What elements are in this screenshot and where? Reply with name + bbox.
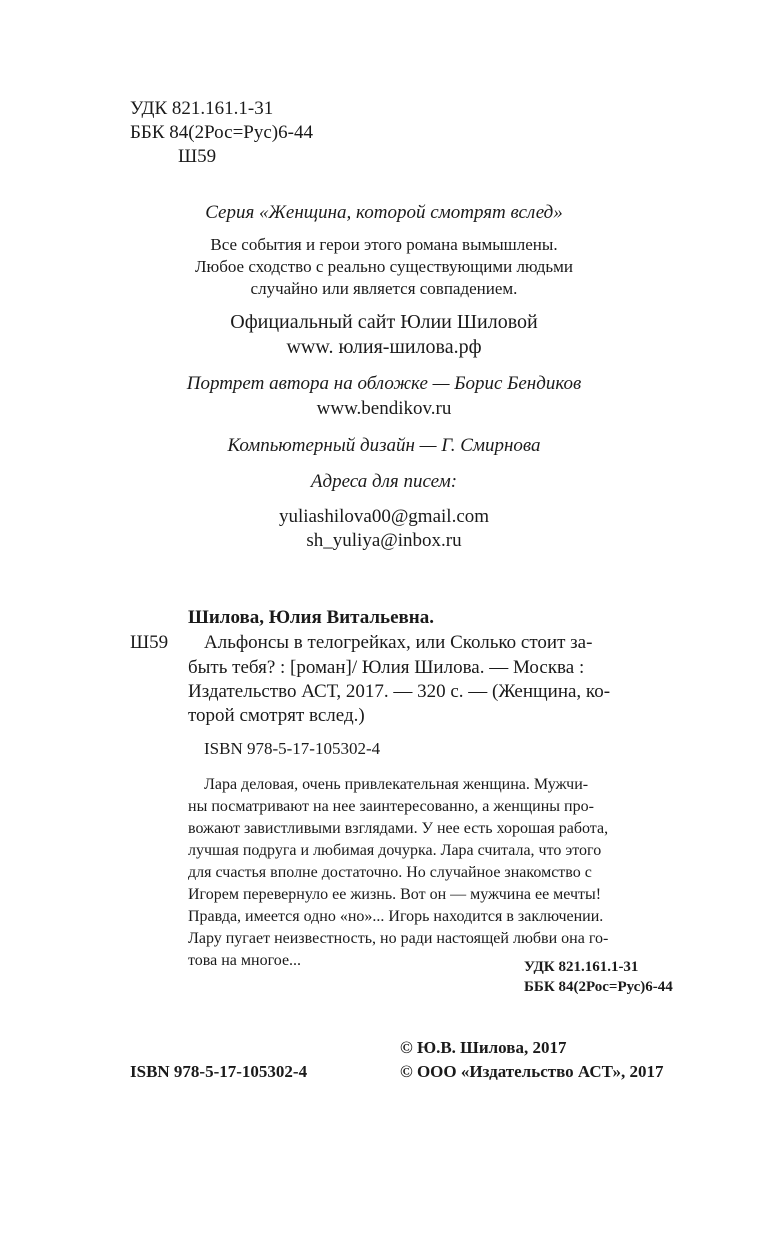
annotation-line: това на многое... <box>188 952 302 969</box>
email-2: sh_yuliya@inbox.ru <box>306 530 462 551</box>
email-1: yuliashilova00@gmail.com <box>278 506 490 527</box>
copyright-publisher: © ООО «Издательство АСТ», 2017 <box>400 1062 664 1081</box>
udk-code: УДК 821.161.1-31 <box>130 98 274 119</box>
catalog-isbn: ISBN 978-5-17-105302-4 <box>204 739 381 758</box>
annotation-line: ны посматривают на нее заинтересованно, а женщины про- <box>188 798 594 815</box>
letters-heading: Адреса для писем: <box>310 471 458 492</box>
series-title: Серия «Женщина, которой смотрят вслед» <box>205 202 563 223</box>
copyright-author: © Ю.В. Шилова, 2017 <box>400 1038 567 1057</box>
catalog-description-line-3: Издательство АСТ, 2017. — 320 с. — (Женщина, ко- <box>188 681 611 702</box>
catalog-author: Шилова, Юлия Витальевна. <box>188 607 434 628</box>
catalog-description-line-4: торой смотрят вслед.) <box>188 705 365 726</box>
annotation-line: лучшая подруга и любимая дочурка. Лара считала, что этого <box>188 842 602 859</box>
annotation-line: Правда, имеется одно «но»... Игорь находится в заключении. <box>188 908 604 925</box>
bbk-code: ББК 84(2Рос=Рус)6-44 <box>130 122 313 143</box>
annotation <box>188 774 682 972</box>
portrait-credit: Портрет автора на обложке — Борис Бендиков <box>186 373 582 394</box>
annotation-line: Лару пугает неизвестность, но ради настоящей любви она го- <box>188 930 609 947</box>
catalog-mark: Ш59 <box>130 632 169 653</box>
annotation-line: вожают завистливыми взглядами. У нее есть хорошая работа, <box>188 820 609 837</box>
annotation-line: Игорем перевернуло ее жизнь. Вот он — мужчина ее мечты! <box>188 886 602 903</box>
bbk-code-right: ББК 84(2Рос=Рус)6-44 <box>524 979 673 995</box>
catalog-description-line-2: быть тебя? : [роман]/ Юлия Шилова. — Москва : <box>188 657 585 678</box>
udk-code-right: УДК 821.161.1-31 <box>524 959 639 975</box>
official-site-url: www. юлия-шилова.рф <box>286 336 482 358</box>
disclaimer-line-2: Любое сходство с реально существующими людьми <box>194 257 574 276</box>
footer-isbn: ISBN 978-5-17-105302-4 <box>130 1062 308 1081</box>
author-mark: Ш59 <box>178 146 217 167</box>
catalog-description-line-1: Альфонсы в телогрейках, или Сколько стоит за- <box>204 632 593 653</box>
annotation-line: Лара деловая, очень привлекательная женщина. Мужчи- <box>204 776 589 793</box>
official-site-label: Официальный сайт Юлии Шиловой <box>230 311 538 333</box>
disclaimer-line-1: Все события и герои этого романа вымышлены. <box>210 235 558 254</box>
annotation-line: для счастья вполне достаточно. Но случайное знакомство с <box>188 864 592 881</box>
disclaimer-line-3: случайно или является совпадением. <box>250 279 518 298</box>
design-credit: Компьютерный дизайн — Г. Смирнова <box>227 435 541 456</box>
portrait-url: www.bendikov.ru <box>316 398 452 419</box>
